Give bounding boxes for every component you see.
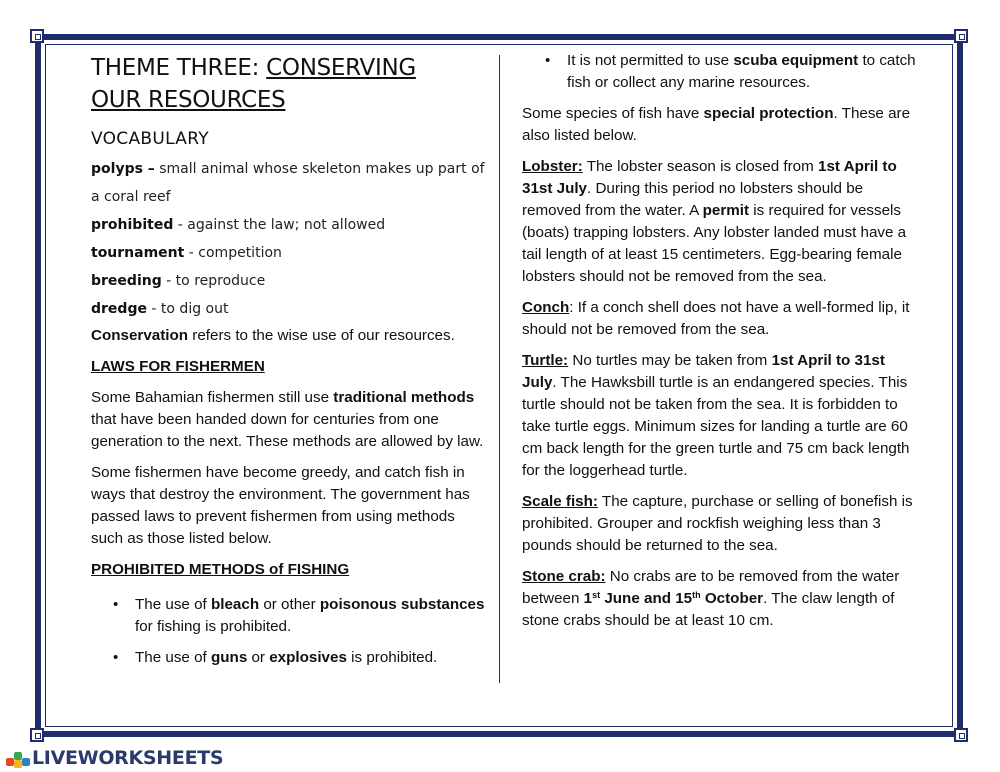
corner-ornament xyxy=(954,728,968,742)
liveworksheets-logo[interactable] xyxy=(6,747,223,769)
list-item: • The use of guns or explosives is prohibited. xyxy=(135,647,486,669)
paragraph-traditional-methods: Some Bahamian fishermen still use traditional methods that have been handed down for centuries from one generation to the next. These methods are allowed by law. xyxy=(91,389,484,450)
vocab-item: polyps – small animal whose skeleton makes up part of a coral reef xyxy=(91,161,485,205)
list-item: • The use of bleach or other poisonous substances for fishing is prohibited. xyxy=(135,594,486,638)
turtle-paragraph: Turtle: No turtles may be taken from 1st April to 31st July. The Hawksbill turtle is an endangered species. This turtle should not be taken from the sea. It is forbidden to take turtle eggs. Minimum sizes for landing a turtle are 60 cm back length for the green turtle and 75 cm back length for the loggerhead turtle. xyxy=(522,352,910,479)
corner-ornament xyxy=(30,728,44,742)
right-column xyxy=(522,50,922,641)
logo-icon xyxy=(6,748,30,768)
vocab-item: tournament - competition xyxy=(91,245,282,261)
vocab-item: breeding - to reproduce xyxy=(91,273,266,289)
corner-ornament xyxy=(954,29,968,43)
vocabulary-list xyxy=(91,155,486,323)
paragraph-greedy-fishermen: Some fishermen have become greedy, and catch fish in ways that destroy the environment. The government has passed laws to prevent fishermen from using methods such as those listed below. xyxy=(91,464,470,547)
prohibited-methods-heading: PROHIBITED METHODS of FISHING xyxy=(91,561,350,578)
vocab-item: dredge - to dig out xyxy=(91,301,229,317)
column-divider xyxy=(499,55,500,683)
scale-fish-paragraph: Scale fish: The capture, purchase or selling of bonefish is prohibited. Grouper and rockfish weighing less than 3 pounds should be returned to the sea. xyxy=(522,493,913,554)
lobster-paragraph: Lobster: The lobster season is closed from 1st April to 31st July. During this period no lobsters should be removed from the water. A permit is required for vessels (boats) trapping lobsters. Any lobster landed must have a tail length of at least 15 centimeters. Egg-bearing female lobsters should not be removed from the sea. xyxy=(522,158,907,285)
vocab-item: prohibited - against the law; not allowed xyxy=(91,217,386,233)
prohibited-methods-list-continued xyxy=(522,50,922,94)
logo-text: LIVEWORKSHEETS xyxy=(32,747,224,769)
conch-paragraph: Conch: If a conch shell does not have a well-formed lip, it should not be removed from the sea. xyxy=(522,299,910,338)
stone-crab-paragraph: Stone crab: No crabs are to be removed from the water between 1st June and 15th October. The claw length of stone crabs should be at least 10 cm. xyxy=(522,568,900,629)
laws-heading: LAWS FOR FISHERMEN xyxy=(91,358,265,375)
corner-ornament xyxy=(30,29,44,43)
page-title: THEME THREE: CONSERVING OUR RESOURCES xyxy=(91,55,416,113)
vocabulary-heading: VOCABULARY xyxy=(91,129,209,149)
special-protection-paragraph: Some species of fish have special protection. These are also listed below. xyxy=(522,105,911,144)
list-item: • It is not permitted to use scuba equipment to catch fish or collect any marine resources. xyxy=(567,50,922,94)
prohibited-methods-list xyxy=(91,594,486,669)
left-column xyxy=(91,52,486,678)
conservation-definition: Conservation refers to the wise use of our resources. xyxy=(91,327,455,344)
